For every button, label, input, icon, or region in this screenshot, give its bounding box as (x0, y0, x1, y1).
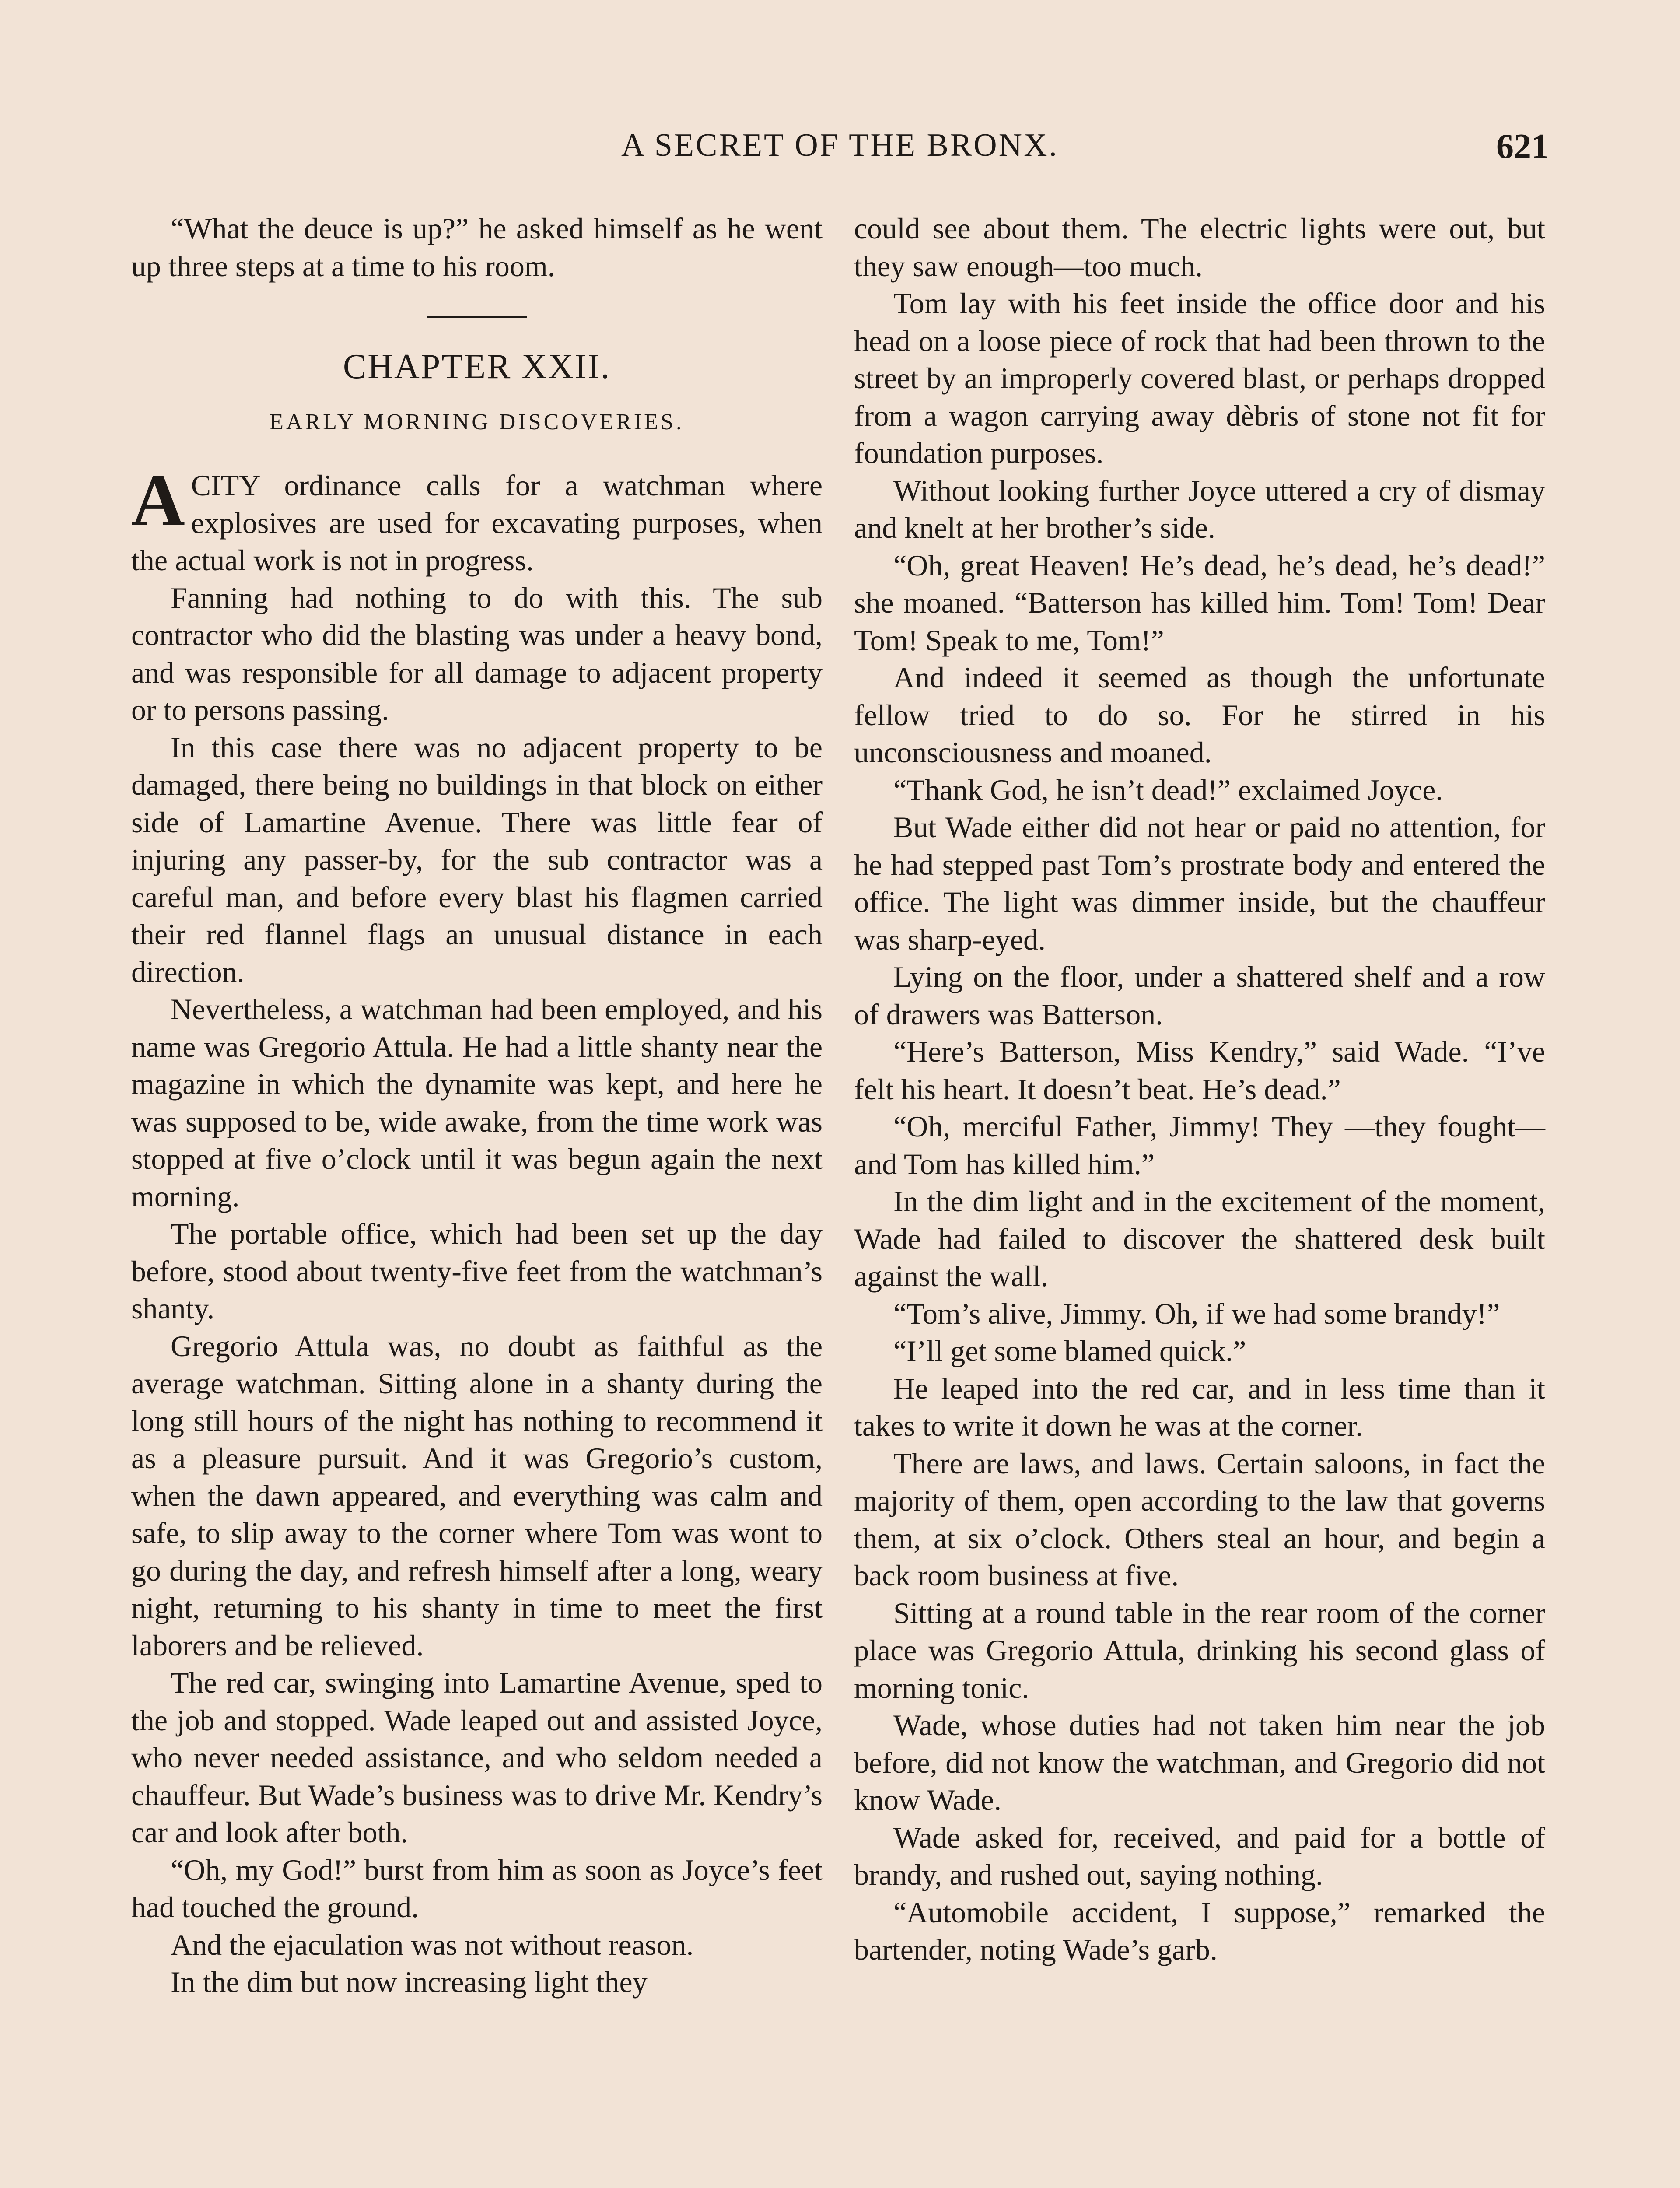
paragraph: “What the deuce is up?” he asked himself as he went up three steps at a time to his room. (131, 212, 822, 283)
paragraph: “Oh, great Heaven! He’s dead, he’s dead, he’s dead!” she moaned. “Batterson has killed him. Tom! Tom! Dear Tom! Speak to me, Tom!” (854, 548, 1545, 657)
paragraph: Tom lay with his feet inside the office door and his head on a loose piece of rock that had been thrown to the street by an improperly covered blast, or perhaps dropped from a wagon carrying away dèbris of stone not fit for foundation purposes. (854, 287, 1545, 470)
paragraph: He leaped into the red car, and in less time than it takes to write it down he was at the corner. (854, 1371, 1545, 1442)
section-divider (427, 316, 527, 318)
paragraph: “Oh, my God!” burst from him as soon as Joyce’s feet had touched the ground. (131, 1853, 822, 1924)
paragraph: The red car, swinging into Lamartine Avenue, sped to the job and stopped. Wade leaped out and assisted Joyce, who never needed assistance, and who seldom needed a chauffeur. But Wade’s business was to drive Mr. Kendry’s car and look after both. (131, 1666, 822, 1849)
paragraph: Without looking further Joyce uttered a cry of dismay and knelt at her brother’s side. (854, 473, 1545, 544)
paragraph: Wade, whose duties had not taken him near the job before, did not know the watchman, and Gregorio did not know Wade. (854, 1708, 1545, 1816)
paragraph: Gregorio Attula was, no doubt as faithful as the average watchman. Sitting alone in a shanty during the long still hours of the night has nothing to recommend it as a pleasure pursuit. And it was Gregorio’s custom, when the dawn appeared, and everything was calm and safe, to slip away to the corner where Tom was wont to go during the day, and refresh himself after a long, weary night, returning to his shanty in time to meet the first laborers and be relieved. (131, 1329, 822, 1662)
paragraph: In the dim but now increasing light they (171, 1965, 648, 1999)
paragraph: In the dim light and in the excitement of the moment, Wade had failed to discover the shattered desk built against the wall. (854, 1185, 1545, 1293)
paragraph: Wade asked for, received, and paid for a bottle of brandy, and rushed out, saying nothing. (854, 1820, 1545, 1891)
page-header (131, 127, 1549, 175)
paragraph: The portable office, which had been set up the day before, stood about twenty-five feet from the watchman’s shanty. (131, 1217, 822, 1325)
chapter-number: CHAPTER XXII. (343, 347, 611, 386)
paragraph: And indeed it seemed as though the unfortunate fellow tried to do so. For he stirred in his unconsciousness and moaned. (854, 661, 1545, 769)
paragraph: And the ejaculation was not without reason. (171, 1928, 694, 1961)
paragraph: “Tom’s alive, Jimmy. Oh, if we had some brandy!” (893, 1297, 1500, 1330)
paragraph: “Thank God, he isn’t dead!” exclaimed Joyce. (893, 773, 1443, 806)
page-number: 621 (1496, 127, 1549, 166)
paragraph: “Oh, merciful Father, Jimmy! They —they fought—and Tom has killed him.” (854, 1110, 1545, 1181)
paragraph: “Here’s Batterson, Miss Kendry,” said Wade. “I’ve felt his heart. It doesn’t beat. He’s dead.” (854, 1035, 1545, 1106)
left-column (131, 210, 822, 2001)
running-title: A SECRET OF THE BRONX. (621, 127, 1059, 163)
paragraph: Nevertheless, a watchman had been employed, and his name was Gregorio Attula. He had a little shanty near the magazine in which the dynamite was kept, and here he was supposed to be, wide awake, from the time work was stopped at five o’clock until it was begun again the next morning. (131, 992, 822, 1213)
paragraph: Sitting at a round table in the rear room of the corner place was Gregorio Attula, drinking his second glass of morning tonic. (854, 1596, 1545, 1704)
paragraph: “Automobile accident, I suppose,” remarked the bartender, noting Wade’s garb. (854, 1895, 1545, 1966)
paragraph: could see about them. The electric lights were out, but they saw enough—too much. (854, 212, 1545, 283)
drop-cap: A (131, 459, 185, 541)
paragraph: But Wade either did not hear or paid no attention, for he had stepped past Tom’s prostrate body and entered the office. The light was dimmer inside, but the chauffeur was sharp-eyed. (854, 810, 1545, 956)
paragraph: Lying on the floor, under a shattered shelf and a row of drawers was Batterson. (854, 960, 1545, 1031)
paragraph: Fanning had nothing to do with this. The sub contractor who did the blasting was under a heavy bond, and was responsible for all damage to adjacent property or to persons passing. (131, 581, 822, 726)
paragraph: There are laws, and laws. Certain saloons, in fact the majority of them, open according to the law that governs them, at six o’clock. Others steal an hour, and begin a back room business at five. (854, 1446, 1545, 1592)
paragraph: In this case there was no adjacent property to be damaged, there being no buildings in that block on either side of Lamartine Avenue. There was little fear of injuring any passer-by, for the sub contractor was a careful man, and before every blast his flagmen carried their red flannel flags an unusual distance in each direction. (131, 730, 822, 989)
right-column (854, 210, 1545, 1969)
chapter-title: EARLY MORNING DISCOVERIES. (270, 409, 684, 435)
opening-text: CITY ordinance calls for a watchman where explosives are used for excavating purposes, when the actual work is not in progress. (131, 469, 822, 577)
opening-paragraph (131, 459, 822, 579)
paragraph: “I’ll get some blamed quick.” (893, 1334, 1246, 1368)
